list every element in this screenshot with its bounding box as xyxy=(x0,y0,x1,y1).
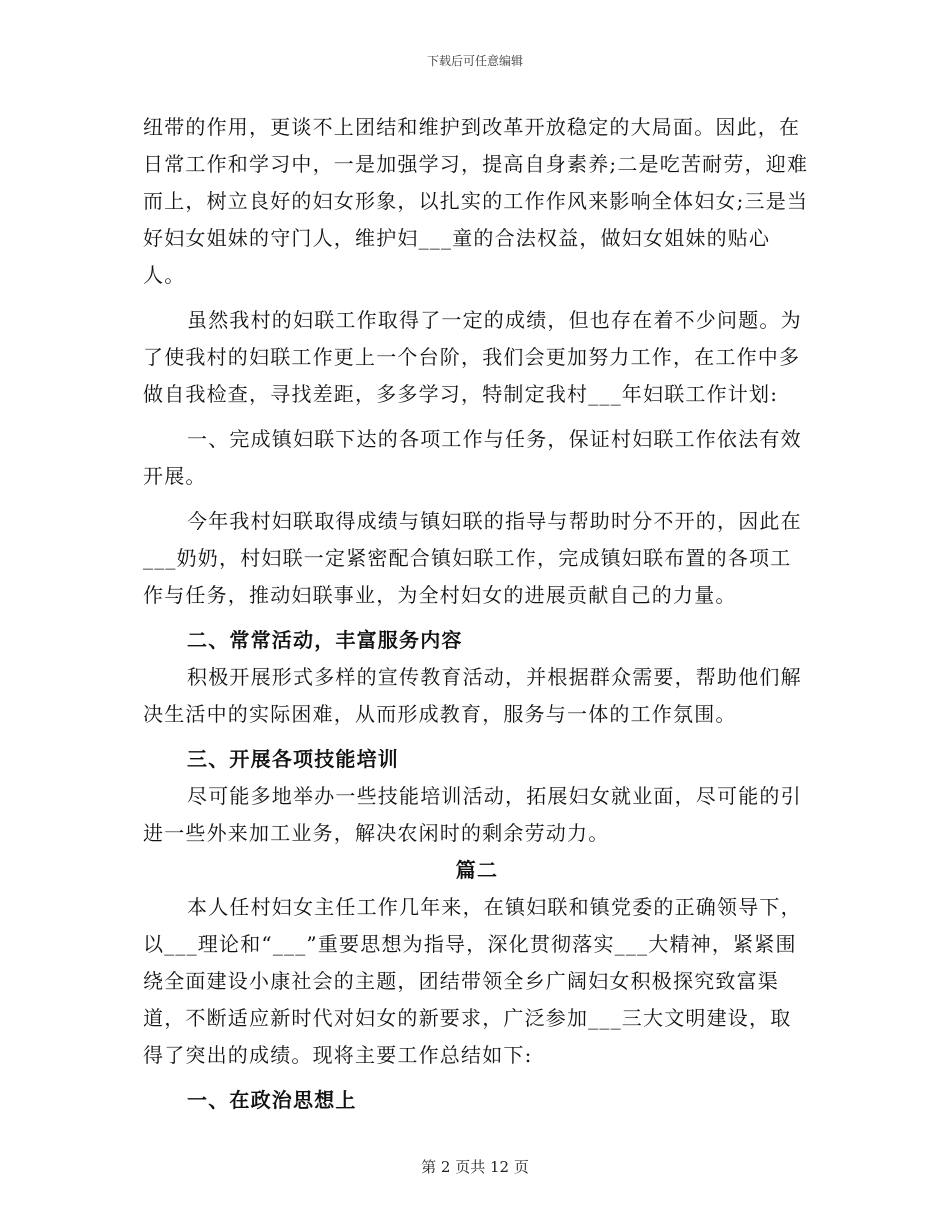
section-title: 篇二 xyxy=(455,858,499,882)
heading-activities: 二、常常活动，丰富服务内容 xyxy=(187,628,463,652)
page-footer: 第 2 页共 12 页 xyxy=(421,1158,529,1176)
paragraph-training: 尽可能多地举办一些技能培训活动，拓展妇女就业面，尽可能的引进一些外来加工业务，解决农闲时的剩余劳动力。 xyxy=(143,784,802,845)
paragraph-activities: 积极开展形式多样的宣传教育活动，并根据群众需要，帮助他们解决生活中的实际困难，从而形成教育，服务与一体的工作氛围。 xyxy=(143,665,802,726)
paragraph-summary-intro: 本人任村妇女主任工作几年来，在镇妇联和镇党委的正确领导下，以___理论和“___”重要思想为指导，深化贯彻落实___大精神，紧紧围绕全面建设小康社会的主题，团结带领全乡广阔妇女积极探究致富渠道，不断适应新时代对妇女的新要求，广泛参加___三大文明建设，取得了突出的成绩。现将主要工作总结如下: xyxy=(143,895,802,1067)
heading-political: 一、在政治思想上 xyxy=(187,1088,357,1112)
header-note: 下载后可任意编辑 xyxy=(426,54,523,68)
paragraph-problems: 虽然我村的妇联工作取得了一定的成绩，但也存在着不少问题。为了使我村的妇联工作更上一个台阶，我们会更加努力工作，在工作中多做自我检查，寻找差距，多多学习，特制定我村___年妇联工作计划: xyxy=(143,308,802,406)
paragraph-item-one: 一、完成镇妇联下达的各项工作与任务，保证村妇联工作依法有效开展。 xyxy=(143,427,802,488)
paragraph-achievements: 今年我村妇联取得成绩与镇妇联的指导与帮助时分不开的，因此在___奶奶，村妇联一定紧密配合镇妇联工作，完成镇妇联布置的各项工作与任务，推动妇联事业，为全村妇女的进展贡献自己的力量。 xyxy=(143,509,802,607)
paragraph-continuation: 纽带的作用，更谈不上团结和维护到改革开放稳定的大局面。因此，在日常工作和学习中，一是加强学习，提高自身素养;二是吃苦耐劳，迎难而上，树立良好的妇女形象，以扎实的工作作风来影响全体妇女;三是当好妇女姐妹的守门人，维护妇___童的合法权益，做妇女姐妹的贴心人。 xyxy=(143,115,809,287)
heading-training: 三、开展各项技能培训 xyxy=(187,747,399,771)
document-body xyxy=(143,109,811,1119)
